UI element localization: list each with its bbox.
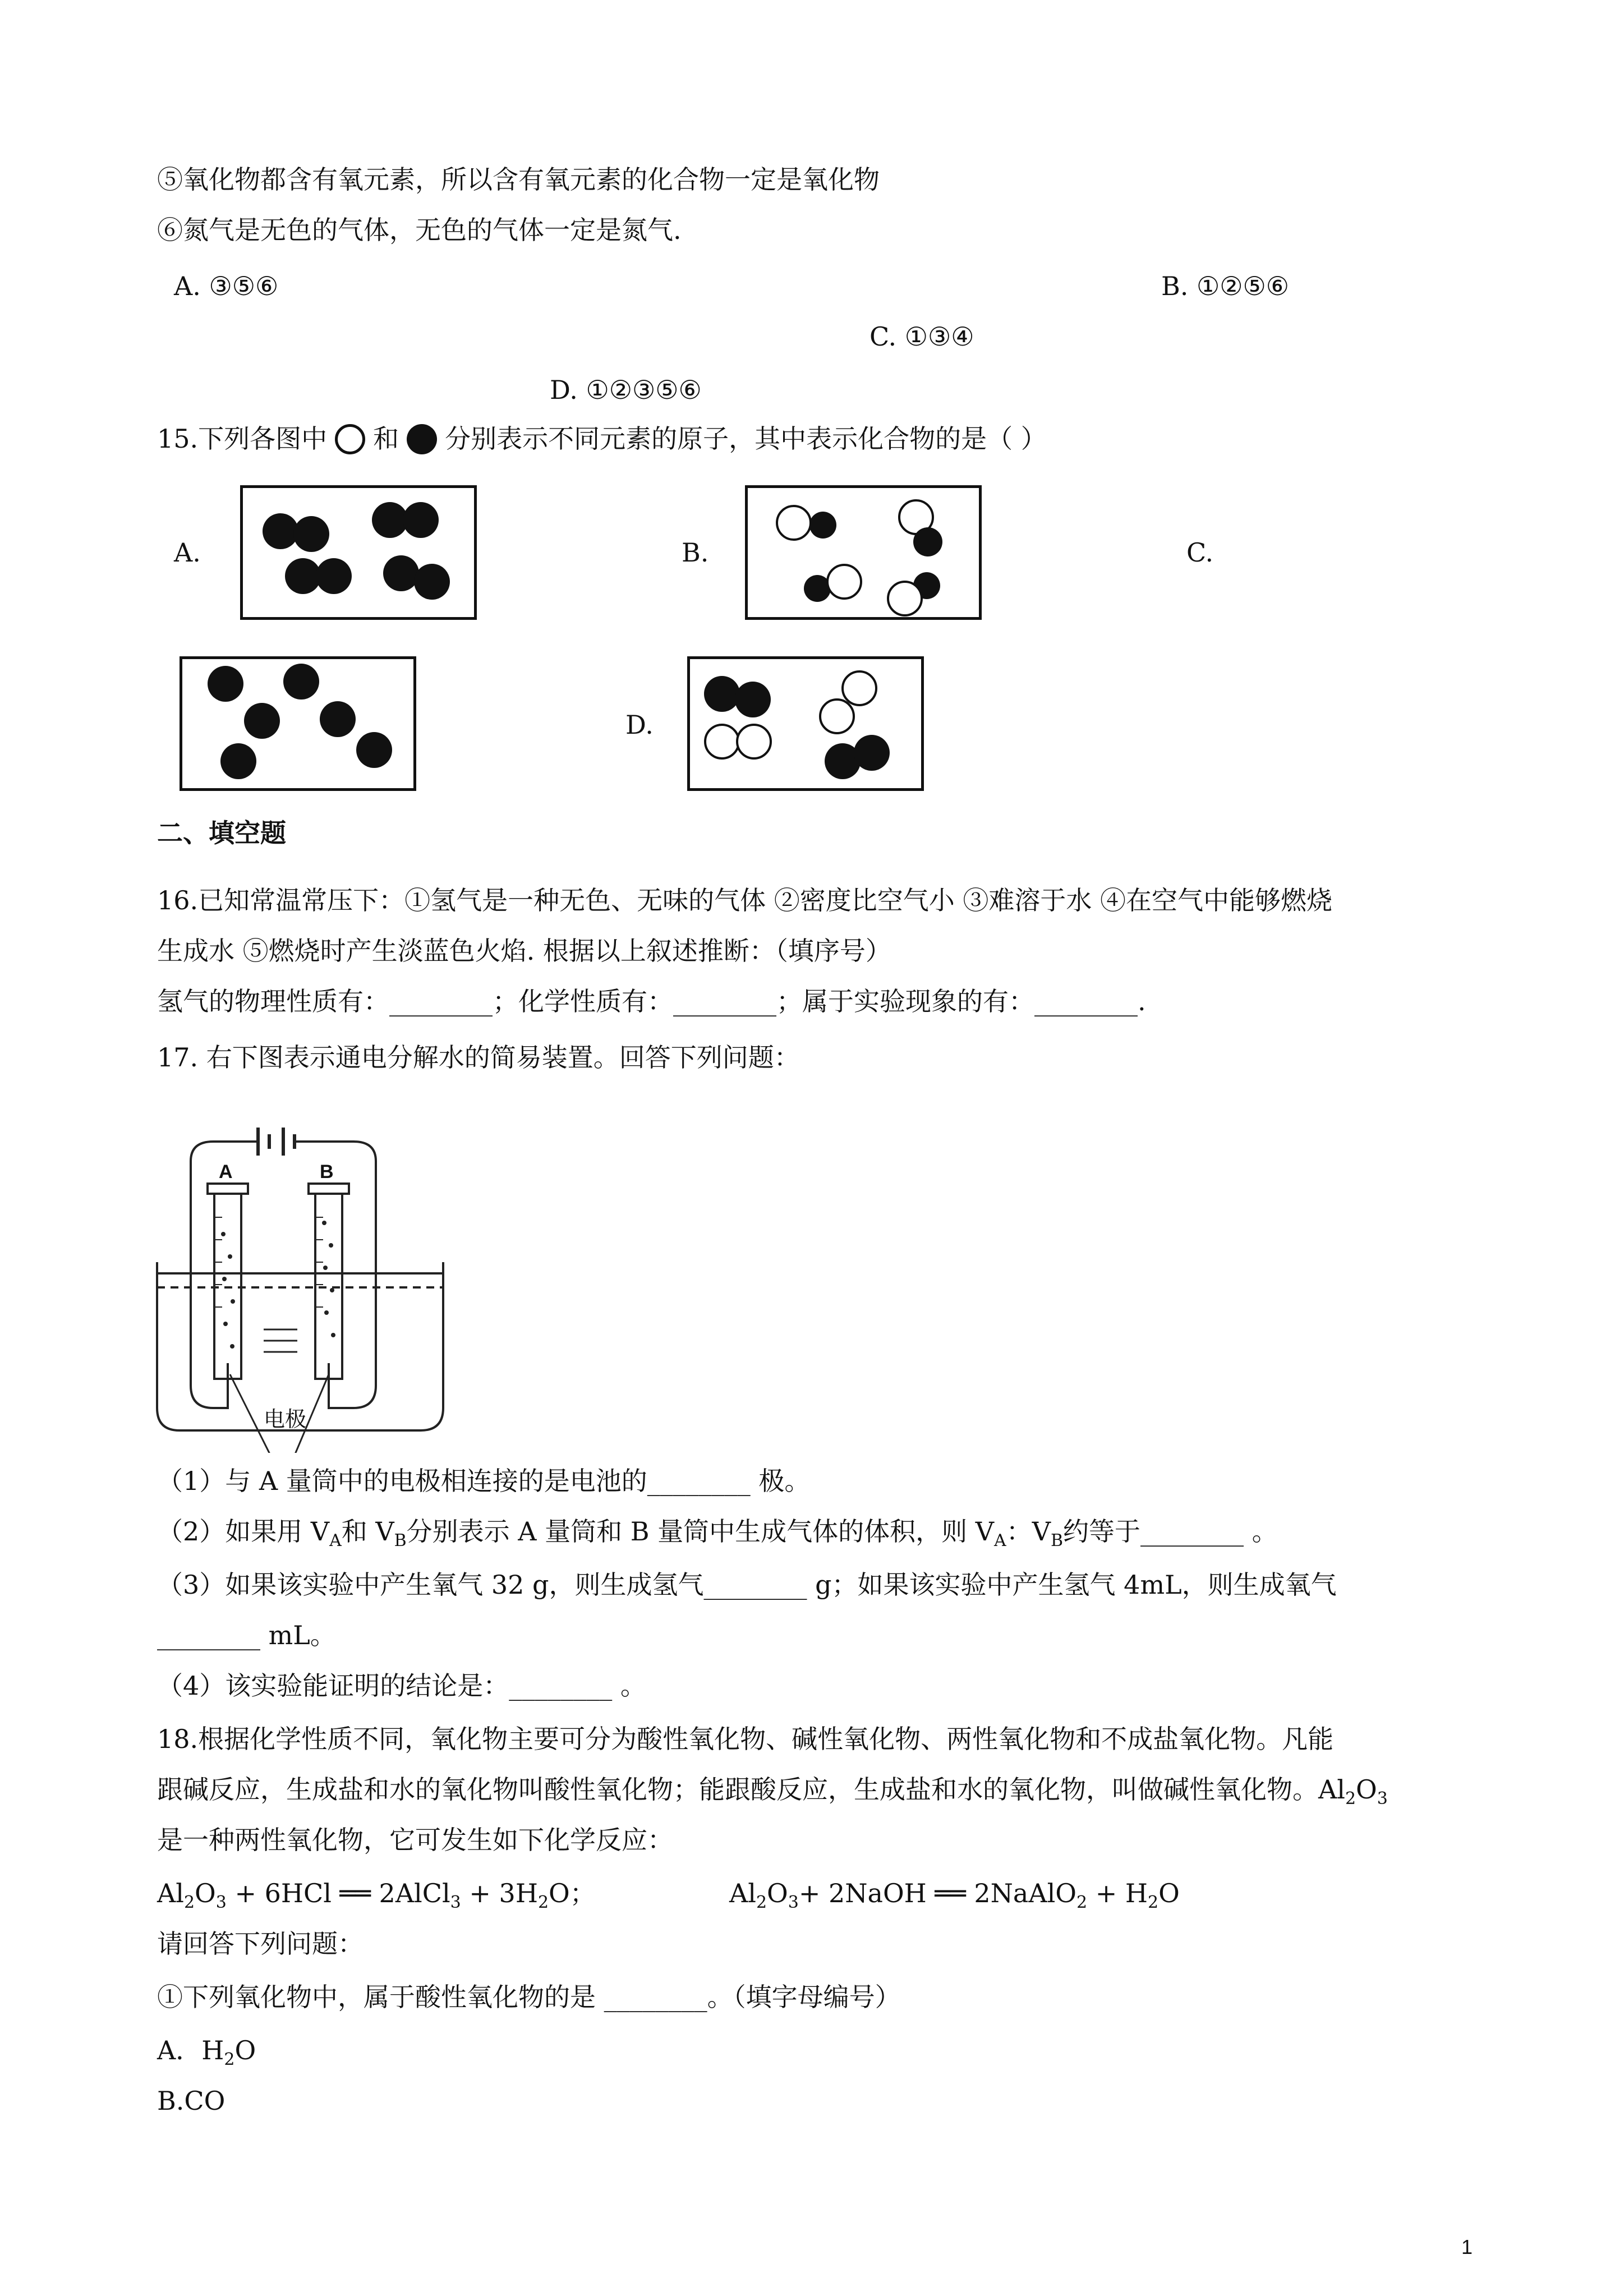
equation-text: O；: [549, 1878, 596, 1908]
q16-line-2: 生成水 ⑤燃烧时产生淡蓝色火焰. 根据以上叙述推断：（填序号）: [157, 936, 891, 966]
q17-part-3-cont: ________ mL。: [157, 1620, 336, 1650]
page-number: 1: [1461, 2235, 1473, 2258]
q18-ask: 请回答下列问题：: [157, 1929, 364, 1959]
q17-part-2-text: ：V: [1006, 1516, 1051, 1547]
subscript: A: [329, 1531, 342, 1550]
figure-label-a: A: [219, 1161, 233, 1182]
q15-option-c-label: C.: [1186, 537, 1214, 568]
q15-stem-and: 和: [373, 424, 399, 454]
q18-line-2: [157, 1773, 1388, 1816]
q15-option-a-label: A.: [174, 537, 201, 568]
q18-line-2-text: 跟碱反应，生成盐和水的氧化物叫酸性氧化物；能跟酸反应，生成盐和水的氧化物，叫做碱性氧化物。Al: [157, 1774, 1345, 1805]
atom-black: [316, 558, 352, 594]
atom-black: [704, 676, 740, 712]
equation-text: Al: [157, 1878, 184, 1908]
atom-black: [220, 743, 256, 779]
atom-black: [735, 682, 771, 717]
atom-white: [887, 581, 923, 616]
q17-part-3: （3）如果该实验中产生氧气 32 g，则生成氢气________ g；如果该实验中产生氢气 4mL，则生成氧气: [157, 1570, 1337, 1600]
electrolysis-apparatus-figure: [151, 1094, 466, 1453]
atom-white: [776, 505, 812, 541]
q14-option-d: D. ①②③⑤⑥: [550, 375, 702, 405]
q14-statement-5: ⑤氧化物都含有氧元素，所以含有氧元素的化合物一定是氧化物: [157, 164, 880, 195]
q18-option-a: [157, 2033, 256, 2077]
atom-white: [826, 564, 862, 600]
subscript: 2: [1148, 1893, 1159, 1912]
atom-black: [403, 502, 439, 538]
q18-line-2-text: O: [1356, 1774, 1377, 1805]
equation-text: Al: [729, 1878, 756, 1908]
atom-black: [913, 527, 942, 556]
subscript: 3: [215, 1893, 227, 1912]
atom-black: [320, 701, 356, 737]
subscript: B: [1050, 1531, 1063, 1550]
equation-text: + 6HCl ══ 2AlCl: [226, 1878, 450, 1908]
q14-statement-6: ⑥氮气是无色的气体，无色的气体一定是氮气.: [157, 215, 682, 245]
subscript: A: [994, 1531, 1006, 1550]
q16-line-1: 16.已知常温常压下：①氢气是一种无色、无味的气体 ②密度比空气小 ③难溶于水 ④在空气中能够燃烧: [157, 885, 1333, 915]
figure-label-electrode: 电极: [264, 1407, 307, 1432]
q14-option-a: A. ③⑤⑥: [174, 271, 279, 301]
atom-white: [736, 724, 772, 760]
q17-part-2-text: 分别表示 A 量筒和 B 量筒中生成气体的体积，则 V: [406, 1516, 995, 1547]
atom-black: [293, 516, 329, 552]
option-text: O: [234, 2035, 256, 2065]
q15-stem-prefix: 15.下列各图中: [157, 424, 328, 454]
figure-label-b: B: [320, 1161, 334, 1182]
q17-part-2-text: （2）如果用 V: [157, 1516, 330, 1547]
q17-part-4: （4）该实验能证明的结论是：________ 。: [157, 1671, 646, 1701]
subscript: 3: [450, 1893, 461, 1912]
q15-option-d-label: D.: [625, 710, 654, 740]
subscript: 2: [537, 1893, 549, 1912]
q17-part-1: （1）与 A 量筒中的电极相连接的是电池的________ 极。: [157, 1466, 811, 1496]
atom-black: [244, 703, 280, 739]
q18-equation-1: [157, 1876, 596, 1920]
q17-part-2-text: 约等于________ 。: [1062, 1516, 1278, 1547]
atom-black: [208, 666, 243, 702]
q15-option-b-label: B.: [682, 537, 709, 568]
q18-line-1: 18.根据化学性质不同，氧化物主要可分为酸性氧化物、碱性氧化物、两性氧化物和不成盐氧化物。凡能: [157, 1724, 1334, 1754]
atom-black: [283, 664, 319, 700]
equation-text: + 2NaOH ══ 2NaAlO: [798, 1878, 1076, 1908]
atom-black: [854, 735, 890, 771]
atom-white: [704, 724, 740, 760]
equation-text: O: [1158, 1878, 1180, 1908]
q15-diagram-b: [745, 485, 982, 620]
q15-diagram-a: [240, 485, 477, 620]
black-atom-icon: [407, 424, 437, 454]
subscript: 2: [183, 1893, 195, 1912]
q15-diagram-d: [687, 656, 924, 791]
equation-text: + H: [1087, 1878, 1148, 1908]
white-atom-icon: [335, 424, 365, 454]
equation-text: + 3H: [461, 1878, 538, 1908]
q14-option-b: B. ①②⑤⑥: [1161, 271, 1290, 301]
subscript: 2: [1345, 1789, 1356, 1809]
q16-line-3: 氢气的物理性质有：________；化学性质有：________；属于实验现象的有：________.: [157, 986, 1146, 1016]
atom-black: [414, 564, 450, 600]
subscript: B: [394, 1531, 407, 1550]
subscript: 2: [756, 1893, 767, 1912]
q17-part-2: [157, 1515, 1278, 1558]
q15-diagram-c: [180, 656, 416, 791]
q15-stem-suffix: 分别表示不同元素的原子，其中表示化合物的是（ ）: [445, 424, 1047, 454]
subscript: 3: [1377, 1789, 1388, 1809]
subscript: 3: [788, 1893, 799, 1912]
atom-white: [819, 698, 855, 734]
q14-option-c: C. ①③④: [869, 321, 974, 352]
atom-black: [356, 732, 392, 768]
q17-title: 17. 右下图表示通电分解水的简易装置。回答下列问题：: [157, 1042, 800, 1073]
q18-option-b: B.CO: [157, 2086, 226, 2116]
option-text: A．H: [157, 2035, 224, 2065]
atom-black: [809, 512, 836, 539]
subscript: 2: [224, 2050, 235, 2069]
equation-text: O: [767, 1878, 788, 1908]
q18-line-3: 是一种两性氧化物，它可发生如下化学反应：: [157, 1825, 673, 1855]
q17-part-2-text: 和 V: [341, 1516, 394, 1547]
q15-stem: [157, 422, 1047, 455]
q18-equation-2: [729, 1876, 1180, 1920]
section-heading: 二、填空题: [157, 818, 286, 848]
q18-subquestion-1: ①下列氧化物中，属于酸性氧化物的是 ________。（填字母编号）: [157, 1982, 901, 2012]
atom-black: [383, 555, 419, 591]
equation-text: O: [195, 1878, 216, 1908]
subscript: 2: [1076, 1893, 1088, 1912]
